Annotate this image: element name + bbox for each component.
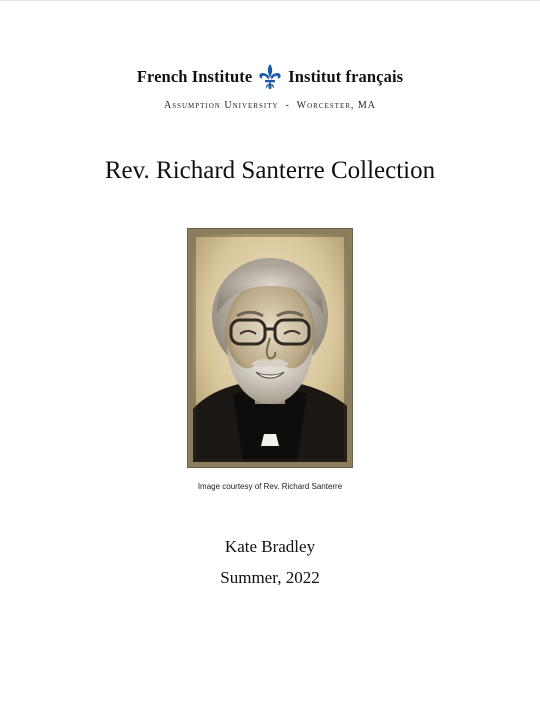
photo-caption: Image courtesy of Rev. Richard Santerre <box>197 482 343 491</box>
portrait-photo <box>188 229 352 467</box>
fleur-de-lis-icon <box>258 63 282 91</box>
portrait-illustration <box>193 234 347 462</box>
institute-name-english: French Institute <box>136 67 253 86</box>
collection-title: Rev. Richard Santerre Collection <box>104 157 436 184</box>
affiliation-line: Assumption University - Worcester, MA <box>163 100 377 111</box>
institute-header <box>0 63 540 91</box>
institute-name-french: Institut français <box>288 67 404 86</box>
publication-date: Summer, 2022 <box>220 568 320 587</box>
author-name: Kate Bradley <box>224 537 316 556</box>
